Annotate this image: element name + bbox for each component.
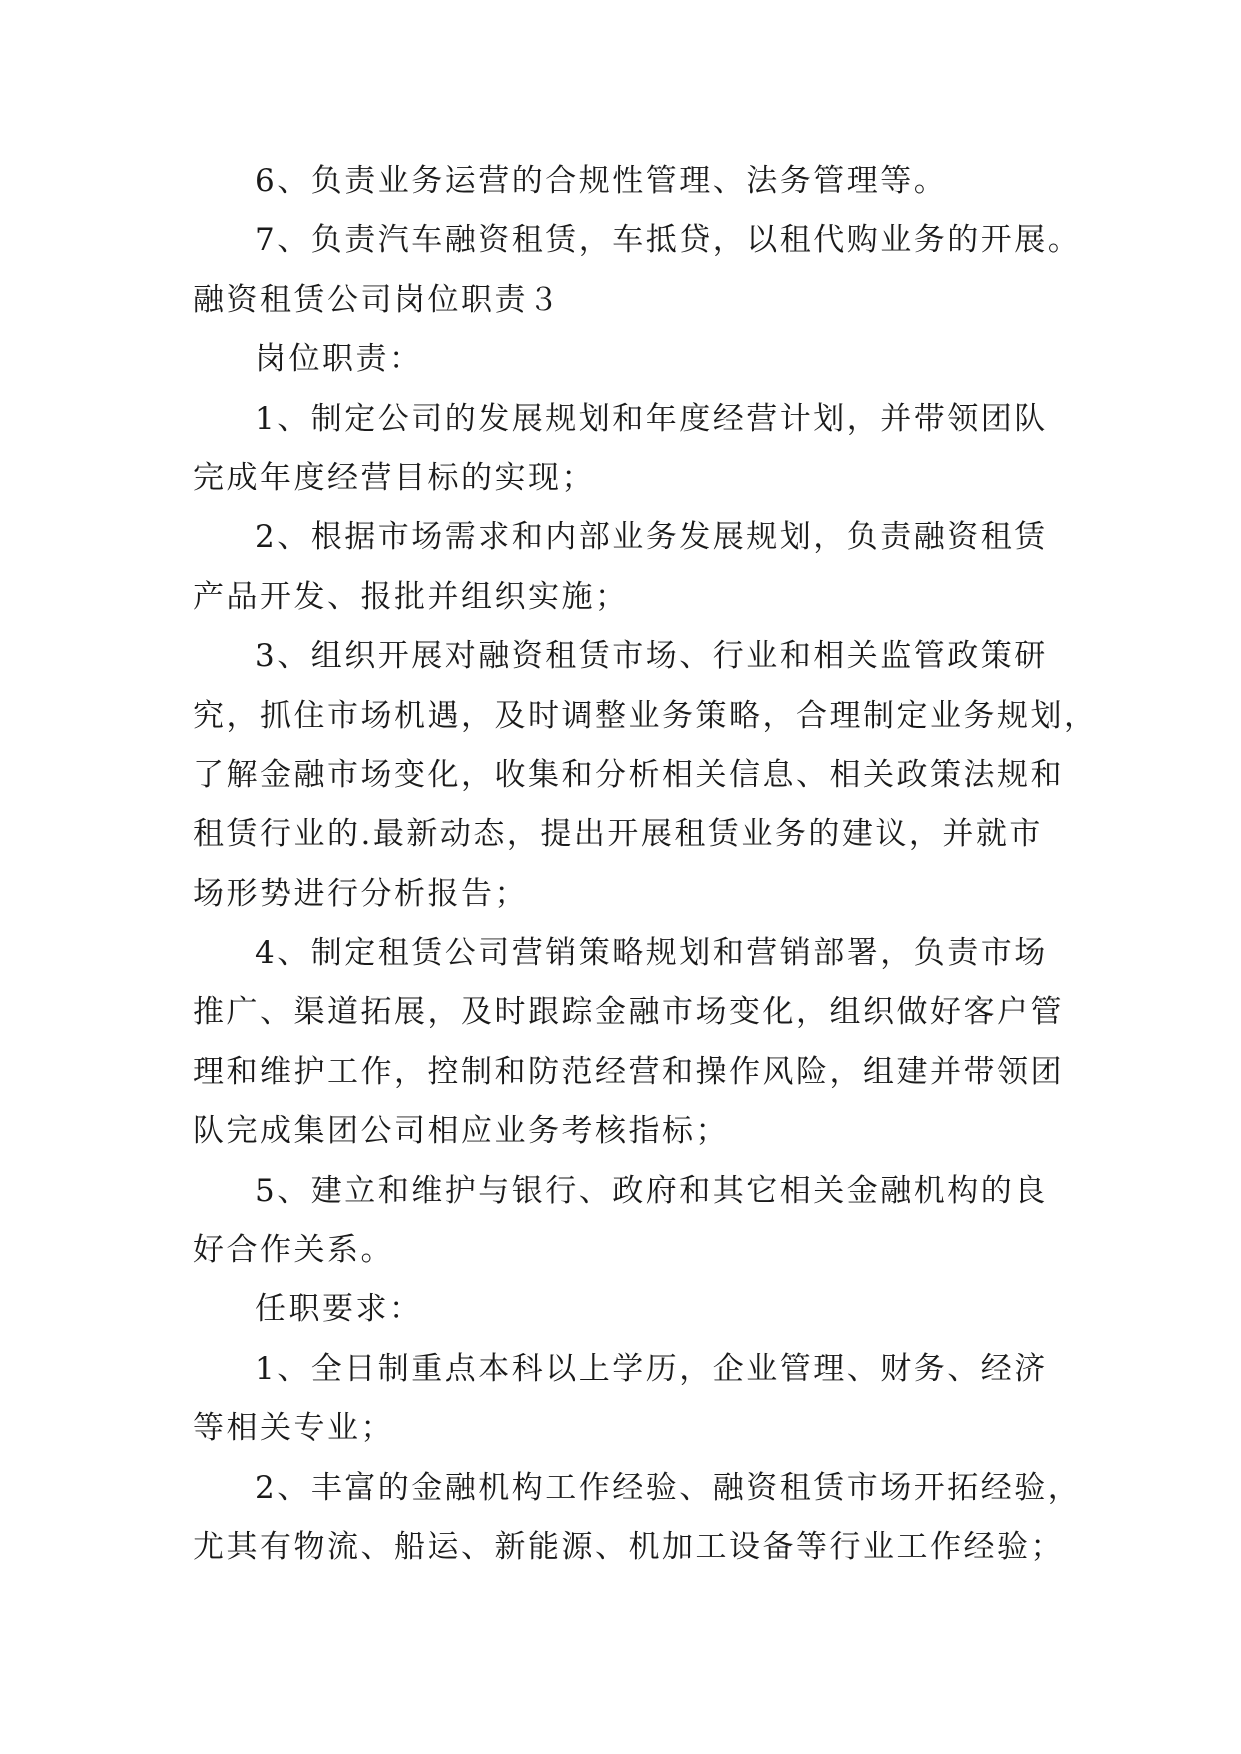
text-line: 场形势进行分析报告； — [193, 875, 528, 912]
text-line: 1、制定公司的发展规划和年度经营计划，并带领团队 — [255, 400, 1048, 437]
text-line: 尤其有物流、船运、新能源、机加工设备等行业工作经验； — [193, 1528, 1064, 1565]
document-body — [193, 152, 1098, 1577]
text-line: 3、组织开展对融资租赁市场、行业和相关监管政策研 — [255, 638, 1048, 675]
text-line: 理和维护工作，控制和防范经营和操作风险，组建并带领团 — [193, 1053, 1064, 1090]
text-line: 产品开发、报批并组织实施； — [193, 578, 629, 615]
text-line: 完成年度经营目标的实现； — [193, 459, 595, 496]
text-line: 等相关专业； — [193, 1410, 394, 1447]
text-line: 2、丰富的金融机构工作经验、融资租赁市场开拓经验， — [255, 1469, 1082, 1506]
text-line: 2、根据市场需求和内部业务发展规划，负责融资租赁 — [255, 519, 1048, 556]
text-line: 岗位职责： — [255, 341, 423, 378]
text-line: 队完成集团公司相应业务考核指标； — [193, 1113, 729, 1150]
text-line: 融资租赁公司岗位职责３ — [193, 281, 562, 318]
text-line: 4、制定租赁公司营销策略规划和营销部署，负责市场 — [255, 935, 1048, 972]
text-line: 推广、渠道拓展，及时跟踪金融市场变化，组织做好客户管 — [193, 994, 1064, 1031]
text-line: 1、全日制重点本科以上学历，企业管理、财务、经济 — [255, 1350, 1048, 1387]
text-line: 5、建立和维护与银行、政府和其它相关金融机构的良 — [255, 1172, 1048, 1209]
text-line: 好合作关系。 — [193, 1232, 394, 1269]
text-line: 租赁行业的.最新动态，提出开展租赁业务的建议，并就市 — [193, 816, 1043, 853]
text-line: 究，抓住市场机遇，及时调整业务策略，合理制定业务规划， — [193, 697, 1098, 734]
text-line: 6、负责业务运营的合规性管理、法务管理等。 — [255, 163, 948, 199]
text-line: 7、负责汽车融资租赁，车抵贷，以租代购业务的开展。 — [255, 222, 1082, 259]
text-line: 任职要求： — [255, 1291, 423, 1328]
text-line: 了解金融市场变化，收集和分析相关信息、相关政策法规和 — [193, 756, 1064, 793]
